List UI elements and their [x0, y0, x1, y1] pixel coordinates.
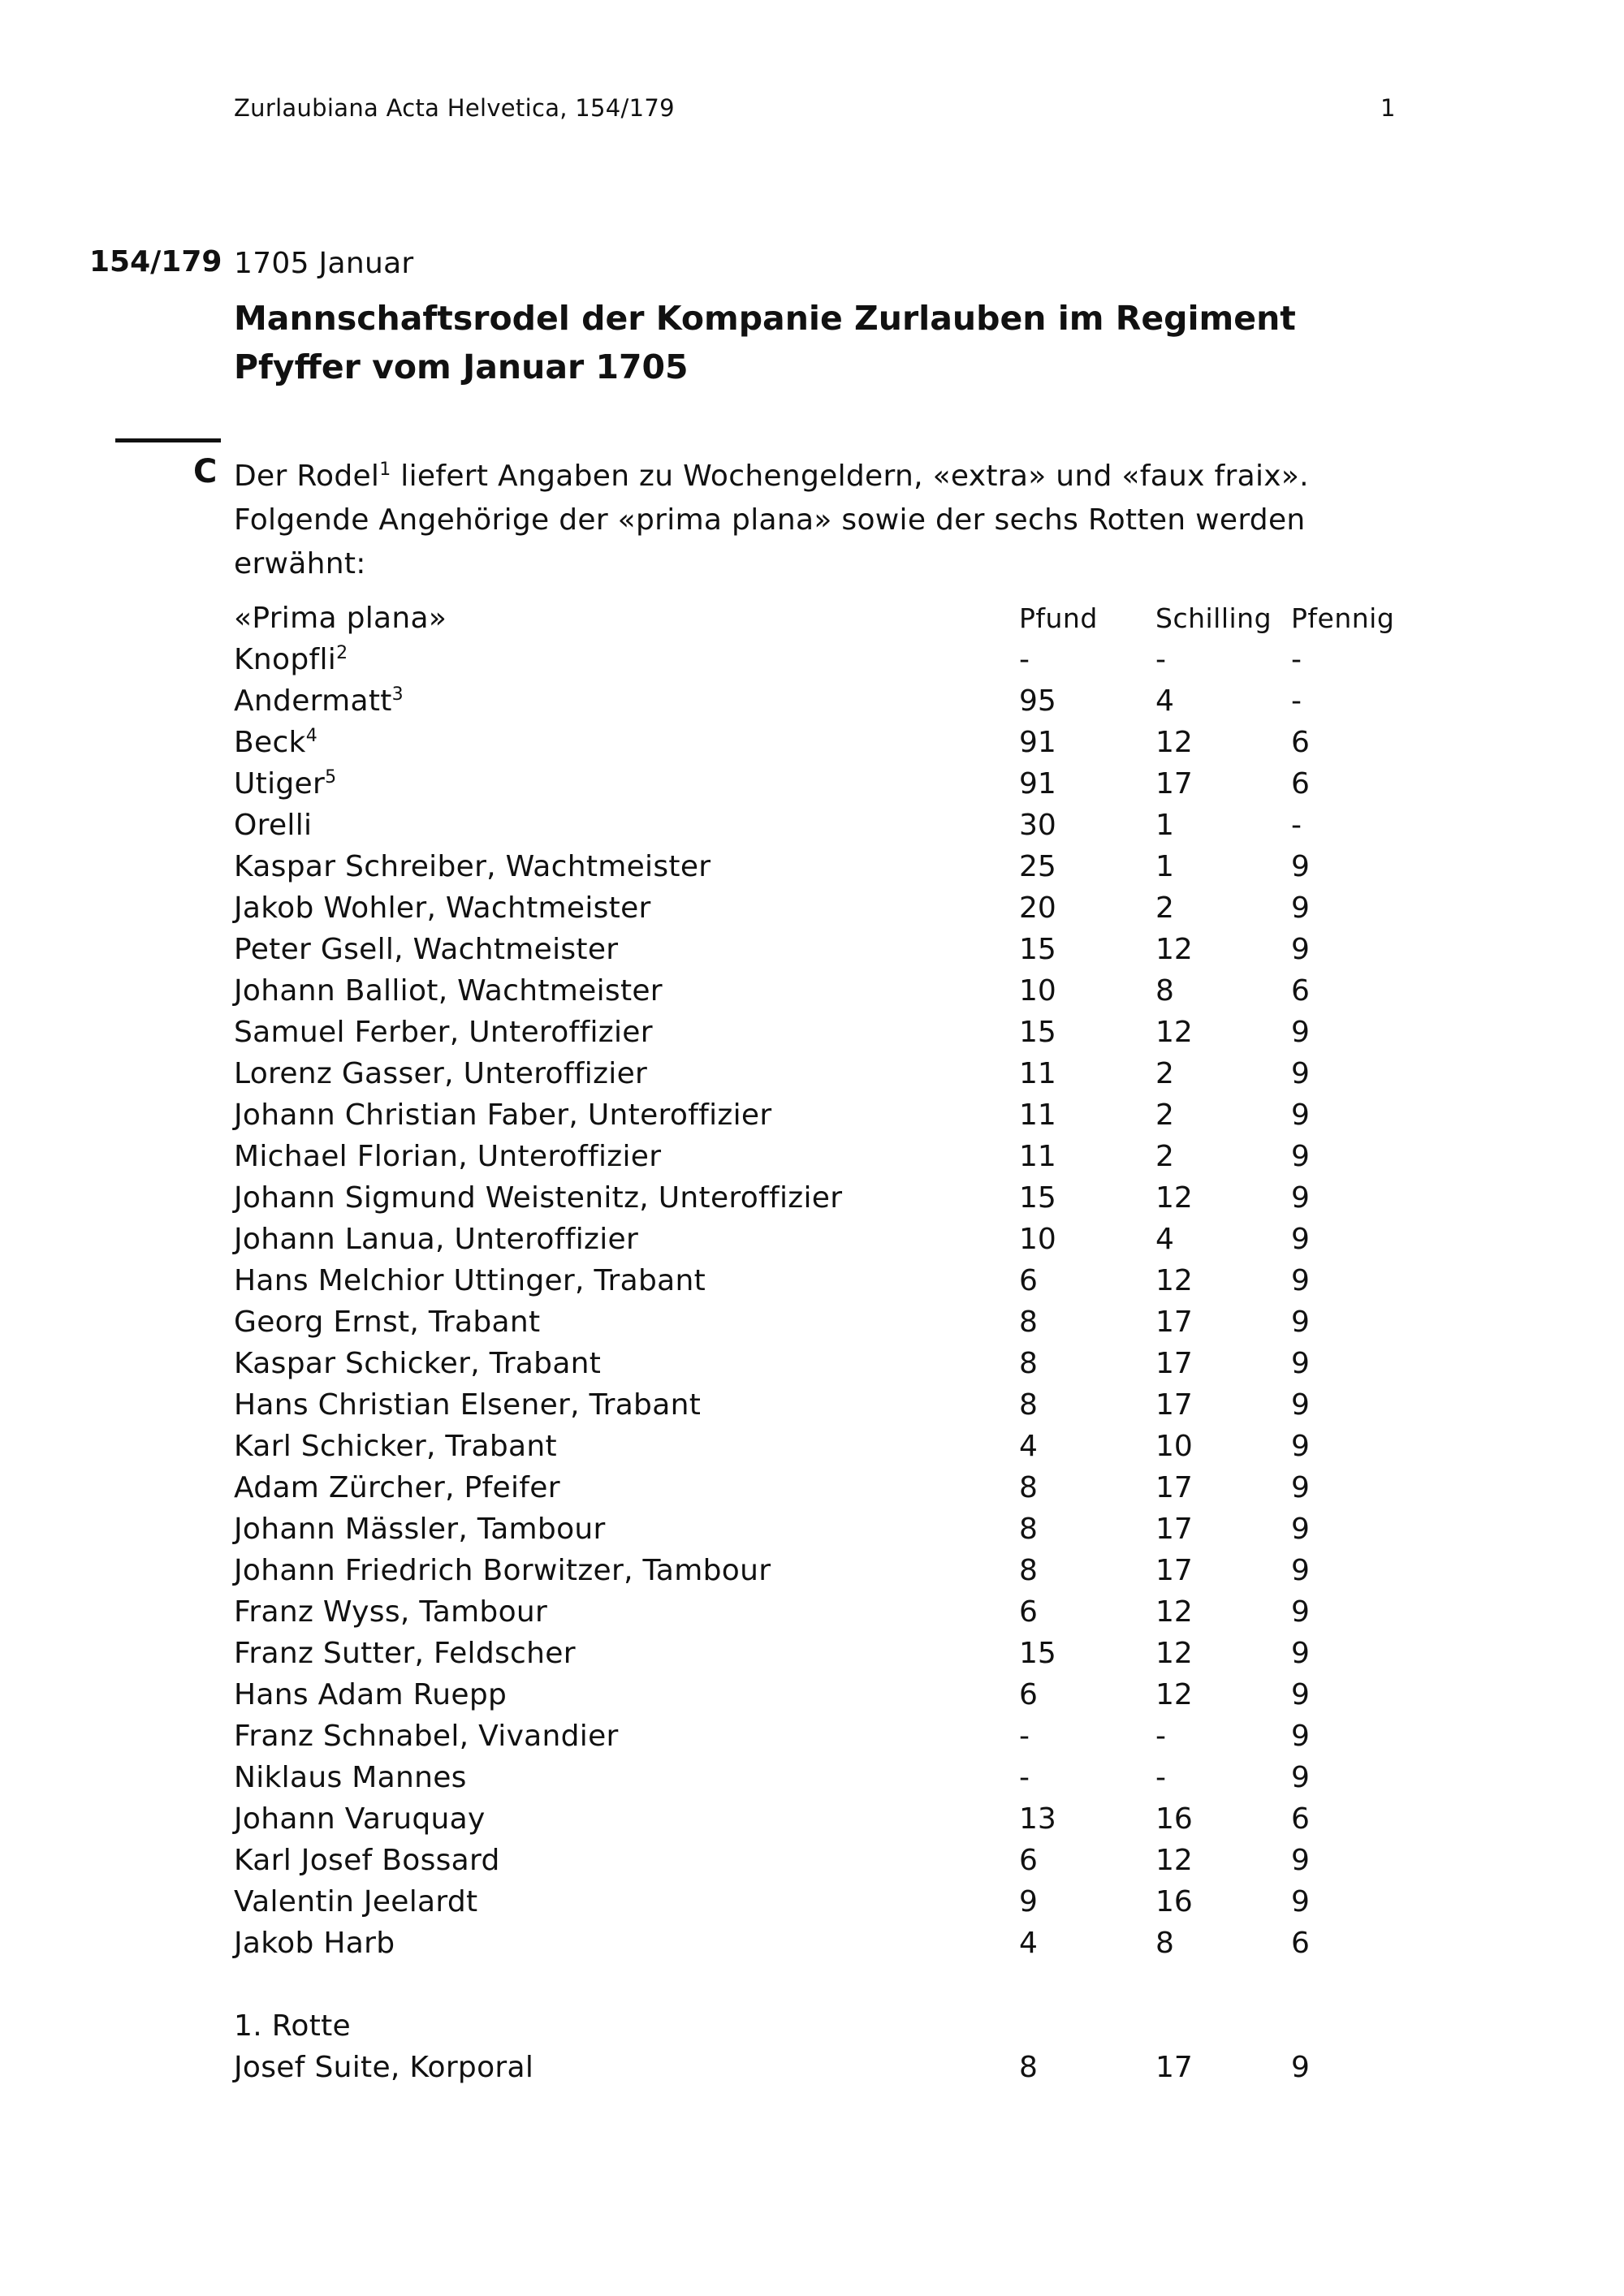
- table-row: [234, 805, 1427, 846]
- table-row: [234, 1343, 1427, 1384]
- column-header-pfund: Pfund: [1019, 602, 1098, 634]
- person-name: [234, 1798, 486, 1840]
- value-schilling: 4: [1155, 1223, 1174, 1256]
- person-name: [234, 970, 663, 1012]
- value-pfund: 11: [1019, 1140, 1056, 1173]
- value-pfund: 8: [1019, 1513, 1038, 1546]
- value-pfennig: 6: [1291, 767, 1310, 801]
- table-row: [234, 1757, 1427, 1798]
- value-pfennig: -: [1291, 684, 1302, 718]
- value-pfund: 15: [1019, 1637, 1056, 1670]
- value-pfund: 10: [1019, 974, 1056, 1008]
- running-header: Zurlaubiana Acta Helvetica, 154/179: [234, 94, 675, 122]
- value-schilling: 16: [1155, 1885, 1193, 1918]
- document-date: 1705 Januar: [234, 247, 414, 280]
- person-name-text: Johann Sigmund Weistenitz, Unteroffizier: [234, 1181, 843, 1215]
- value-pfennig: 9: [1291, 1306, 1310, 1339]
- person-name: [234, 1840, 500, 1881]
- person-name-text: Georg Ernst, Trabant: [234, 1306, 541, 1339]
- table-row: [234, 887, 1427, 929]
- person-name-text: Johann Lanua, Unteroffizier: [234, 1223, 639, 1256]
- person-name-text: Samuel Ferber, Unteroffizier: [234, 1016, 653, 1049]
- value-schilling: 12: [1155, 1595, 1193, 1629]
- value-schilling: -: [1155, 643, 1166, 676]
- person-name: [234, 639, 348, 680]
- value-pfund: 6: [1019, 1678, 1038, 1711]
- table-row: [234, 929, 1427, 970]
- table-row: [234, 1633, 1427, 1674]
- intro-text-start: Der Rodel: [234, 460, 380, 493]
- value-pfund: 9: [1019, 1885, 1038, 1918]
- value-pfund: 11: [1019, 1057, 1056, 1090]
- value-schilling: 12: [1155, 726, 1193, 759]
- person-name: [234, 1467, 560, 1508]
- table-row: [234, 2047, 1427, 2088]
- value-pfennig: 6: [1291, 726, 1310, 759]
- person-name: [234, 805, 312, 846]
- person-name: [234, 1757, 467, 1798]
- value-pfund: 10: [1019, 1223, 1056, 1256]
- value-pfund: 8: [1019, 1347, 1038, 1380]
- person-name-text: Kaspar Schreiber, Wachtmeister: [234, 850, 711, 883]
- person-name-text: Lorenz Gasser, Unteroffizier: [234, 1057, 648, 1090]
- person-name-text: Michael Florian, Unteroffizier: [234, 1140, 662, 1173]
- rotte-rows: [234, 2047, 1427, 2088]
- person-name: [234, 1177, 842, 1219]
- value-pfund: 6: [1019, 1844, 1038, 1877]
- value-schilling: 12: [1155, 1678, 1193, 1711]
- value-pfund: 11: [1019, 1098, 1056, 1132]
- roll-table: [234, 598, 1427, 2088]
- table-row: [234, 1136, 1427, 1177]
- person-name: [234, 1136, 661, 1177]
- value-pfennig: 9: [1291, 1513, 1310, 1546]
- table-row: [234, 1260, 1427, 1301]
- value-pfund: 13: [1019, 1802, 1056, 1836]
- value-schilling: 2: [1155, 1140, 1174, 1173]
- section-label-rotte: 1. Rotte: [234, 2009, 351, 2043]
- value-schilling: 12: [1155, 1016, 1193, 1049]
- value-pfennig: 9: [1291, 1885, 1310, 1918]
- prima-plana-rows: [234, 639, 1427, 1964]
- value-pfennig: 9: [1291, 1140, 1310, 1173]
- value-schilling: 12: [1155, 1264, 1193, 1297]
- value-pfund: 8: [1019, 1471, 1038, 1504]
- person-name: [234, 2047, 533, 2088]
- value-pfennig: 9: [1291, 1761, 1310, 1794]
- person-name-text: Orelli: [234, 809, 313, 842]
- person-name: [234, 1012, 653, 1053]
- person-name-text: Hans Adam Ruepp: [234, 1678, 508, 1711]
- person-name-text: Johann Mässler, Tambour: [234, 1513, 606, 1546]
- person-name: [234, 887, 651, 929]
- value-schilling: 17: [1155, 1347, 1193, 1380]
- table-row: [234, 1467, 1427, 1508]
- person-name-text: Hans Melchior Uttinger, Trabant: [234, 1264, 706, 1297]
- document-title: Mannschaftsrodel der Kompanie Zurlauben im Regiment Pfyffer vom Januar 1705: [234, 299, 1296, 386]
- person-name-text: Kaspar Schicker, Trabant: [234, 1347, 602, 1380]
- person-name-text: Jakob Wohler, Wachtmeister: [234, 891, 651, 925]
- value-schilling: 8: [1155, 1927, 1174, 1960]
- value-schilling: 17: [1155, 1306, 1193, 1339]
- person-name: [234, 1343, 601, 1384]
- value-pfennig: 9: [1291, 1347, 1310, 1380]
- value-pfund: 15: [1019, 1181, 1056, 1215]
- person-name-text: Andermatt: [234, 684, 392, 718]
- person-name-text: Franz Wyss, Tambour: [234, 1595, 548, 1629]
- person-name: [234, 722, 317, 763]
- value-schilling: 4: [1155, 684, 1174, 718]
- person-name-text: Karl Josef Bossard: [234, 1844, 500, 1877]
- value-schilling: -: [1155, 1761, 1166, 1794]
- table-row: [234, 1219, 1427, 1260]
- margin-rule: [115, 438, 221, 442]
- section-spacer: [234, 1964, 1427, 2005]
- value-schilling: 12: [1155, 933, 1193, 966]
- person-name-text: Franz Schnabel, Vivandier: [234, 1720, 619, 1753]
- value-schilling: 17: [1155, 2051, 1193, 2084]
- value-pfund: 6: [1019, 1595, 1038, 1629]
- person-name: [234, 1716, 619, 1757]
- footnote-ref: 5: [325, 767, 337, 788]
- value-schilling: 17: [1155, 1513, 1193, 1546]
- person-name-text: Johann Balliot, Wachtmeister: [234, 974, 663, 1008]
- value-schilling: 2: [1155, 1098, 1174, 1132]
- person-name-text: Valentin Jeelardt: [234, 1885, 478, 1918]
- value-pfennig: 9: [1291, 850, 1310, 883]
- table-row: [234, 639, 1427, 680]
- person-name-text: Utiger: [234, 767, 326, 801]
- person-name-text: Karl Schicker, Trabant: [234, 1430, 557, 1463]
- value-pfund: 91: [1019, 767, 1056, 801]
- value-pfennig: 9: [1291, 1844, 1310, 1877]
- person-name: [234, 1508, 606, 1550]
- person-name: [234, 1219, 638, 1260]
- person-name: [234, 1591, 547, 1633]
- value-pfund: -: [1019, 1761, 1030, 1794]
- table-row: [234, 1426, 1427, 1467]
- person-name-text: Franz Sutter, Feldscher: [234, 1637, 576, 1670]
- value-pfund: 30: [1019, 809, 1056, 842]
- value-schilling: 2: [1155, 1057, 1174, 1090]
- table-row: [234, 1508, 1427, 1550]
- value-schilling: 12: [1155, 1844, 1193, 1877]
- table-row: [234, 1798, 1427, 1840]
- footnote-ref: 4: [305, 726, 317, 746]
- person-name: [234, 1881, 477, 1923]
- person-name: [234, 1053, 647, 1094]
- person-name: [234, 1426, 557, 1467]
- value-schilling: 17: [1155, 1388, 1193, 1422]
- value-schilling: 17: [1155, 767, 1193, 801]
- table-row: [234, 1550, 1427, 1591]
- table-row: [234, 1591, 1427, 1633]
- person-name: [234, 1633, 576, 1674]
- value-pfennig: 6: [1291, 1927, 1310, 1960]
- person-name-text: Hans Christian Elsener, Trabant: [234, 1388, 702, 1422]
- value-pfennig: 6: [1291, 1802, 1310, 1836]
- value-pfund: 8: [1019, 1388, 1038, 1422]
- rotte-heading-row: [234, 2005, 1427, 2047]
- table-header-row: [234, 598, 1427, 639]
- margin-letter: C: [193, 453, 218, 490]
- value-schilling: 10: [1155, 1430, 1193, 1463]
- value-pfund: 6: [1019, 1264, 1038, 1297]
- value-pfennig: 9: [1291, 1264, 1310, 1297]
- person-name-text: Johann Christian Faber, Unteroffizier: [234, 1098, 772, 1132]
- table-row: [234, 1012, 1427, 1053]
- value-pfennig: -: [1291, 809, 1302, 842]
- person-name-text: Jakob Harb: [234, 1927, 395, 1960]
- table-row: [234, 1384, 1427, 1426]
- person-name-text: Niklaus Mannes: [234, 1761, 467, 1794]
- value-pfennig: 9: [1291, 1181, 1310, 1215]
- value-schilling: 17: [1155, 1554, 1193, 1587]
- value-pfund: 8: [1019, 1306, 1038, 1339]
- person-name-text: Peter Gsell, Wachtmeister: [234, 933, 619, 966]
- page-number: 1: [1380, 94, 1396, 122]
- person-name: [234, 1550, 771, 1591]
- value-pfennig: 9: [1291, 1223, 1310, 1256]
- value-schilling: 12: [1155, 1181, 1193, 1215]
- value-schilling: 1: [1155, 809, 1174, 842]
- value-pfennig: -: [1291, 643, 1302, 676]
- value-pfund: -: [1019, 1720, 1030, 1753]
- table-row: [234, 1094, 1427, 1136]
- person-name: [234, 929, 618, 970]
- value-pfennig: 9: [1291, 1098, 1310, 1132]
- value-pfund: 25: [1019, 850, 1056, 883]
- value-pfennig: 9: [1291, 1057, 1310, 1090]
- footnote-ref: 1: [379, 460, 391, 480]
- value-schilling: 17: [1155, 1471, 1193, 1504]
- value-pfennig: 9: [1291, 1637, 1310, 1670]
- value-pfund: 91: [1019, 726, 1056, 759]
- value-pfennig: 9: [1291, 891, 1310, 925]
- person-name: [234, 763, 336, 805]
- person-name-text: Johann Varuquay: [234, 1802, 486, 1836]
- table-row: [234, 680, 1427, 722]
- document-number: 154/179: [89, 245, 222, 278]
- person-name-text: Beck: [234, 726, 306, 759]
- footnote-ref: 2: [336, 643, 348, 663]
- table-row: [234, 846, 1427, 887]
- table-row: [234, 1716, 1427, 1757]
- value-pfennig: 9: [1291, 1678, 1310, 1711]
- value-pfennig: 9: [1291, 1471, 1310, 1504]
- table-row: [234, 722, 1427, 763]
- value-pfennig: 9: [1291, 1554, 1310, 1587]
- value-pfund: 20: [1019, 891, 1056, 925]
- person-name: [234, 1094, 771, 1136]
- person-name-text: Johann Friedrich Borwitzer, Tambour: [234, 1554, 771, 1587]
- table-row: [234, 1840, 1427, 1881]
- value-schilling: -: [1155, 1720, 1166, 1753]
- footnote-ref: 3: [391, 684, 404, 705]
- column-header-pfennig: Pfennig: [1291, 602, 1395, 634]
- table-row: [234, 1881, 1427, 1923]
- value-pfund: 8: [1019, 2051, 1038, 2084]
- person-name-text: Knopfli: [234, 643, 337, 676]
- value-pfund: 4: [1019, 1430, 1038, 1463]
- value-pfennig: 9: [1291, 1720, 1310, 1753]
- table-row: [234, 1923, 1427, 1964]
- value-pfennig: 9: [1291, 1595, 1310, 1629]
- value-schilling: 8: [1155, 974, 1174, 1008]
- table-row: [234, 1177, 1427, 1219]
- table-row: [234, 1053, 1427, 1094]
- value-pfennig: 9: [1291, 2051, 1310, 2084]
- value-schilling: 12: [1155, 1637, 1193, 1670]
- value-pfund: 4: [1019, 1927, 1038, 1960]
- table-row: [234, 1674, 1427, 1716]
- value-pfennig: 9: [1291, 1430, 1310, 1463]
- table-row: [234, 1301, 1427, 1343]
- value-pfund: -: [1019, 643, 1030, 676]
- value-pfund: 15: [1019, 933, 1056, 966]
- column-header-schilling: Schilling: [1155, 602, 1272, 634]
- person-name: [234, 846, 710, 887]
- section-label-prima-plana: «Prima plana»: [234, 602, 447, 635]
- value-pfennig: 9: [1291, 933, 1310, 966]
- value-pfund: 15: [1019, 1016, 1056, 1049]
- person-name: [234, 680, 404, 722]
- value-schilling: 1: [1155, 850, 1174, 883]
- value-pfennig: 6: [1291, 974, 1310, 1008]
- table-row: [234, 763, 1427, 805]
- value-pfund: 95: [1019, 684, 1056, 718]
- person-name: [234, 1674, 507, 1716]
- value-pfund: 8: [1019, 1554, 1038, 1587]
- person-name-text: Adam Zürcher, Pfeifer: [234, 1471, 560, 1504]
- person-name: [234, 1384, 701, 1426]
- value-pfennig: 9: [1291, 1388, 1310, 1422]
- intro-text-rest: liefert Angaben zu Wochengeldern, «extra» und «faux fraix». Folgende Angehörige der «prima plana» sowie der sechs Rotten werden erwähnt:: [234, 460, 1309, 580]
- intro-paragraph: [234, 455, 1403, 586]
- person-name-text: Josef Suite, Korporal: [234, 2051, 534, 2084]
- value-pfennig: 9: [1291, 1016, 1310, 1049]
- value-schilling: 2: [1155, 891, 1174, 925]
- table-row: [234, 970, 1427, 1012]
- value-schilling: 16: [1155, 1802, 1193, 1836]
- person-name: [234, 1301, 540, 1343]
- person-name: [234, 1923, 395, 1964]
- person-name: [234, 1260, 706, 1301]
